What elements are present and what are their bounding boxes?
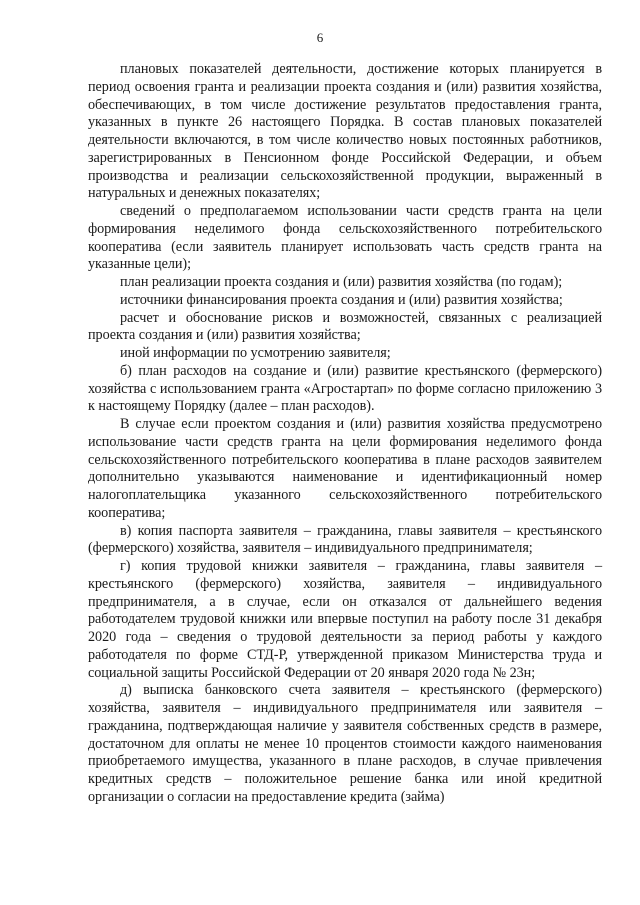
- paragraph-funding-sources: источники финансирования проекта создания и (или) развития хозяйства;: [120, 291, 563, 308]
- paragraph-planned-indicators: плановых показателей деятельности, достижение которых планируется в период освоения гранта и реализации проекта создания и (или) развития хозяйства, обеспечивающих, в том числе достижение результатов предоставления гранта, указанных в пункте 26 настоящего Порядка. В состав плановых показателей деятельности включаются, в том числе количество новых постоянных работников, зарегистрированных в Пенсионном фонде Российской Федерации, и объем производства и реализации сельскохозяйственной продукции, выраженный в натуральных и денежных показателях;: [88, 61, 602, 202]
- paragraph-cooperative-details: В случае если проектом создания и (или) развития хозяйства предусмотрено использование части средств гранта на цели формирования неделимого фонда сельскохозяйственного потребительского кооператива в плане расходов заявителем дополнительно указываются наименование и идентификационный номер налогоплательщика указанного сельскохозяйственного потребительского кооператива;: [88, 416, 602, 521]
- paragraph-item-b-expense-plan: б) план расходов на создание и (или) развитие крестьянского (фермерского) хозяйства с использованием гранта «Агростартап» по форме согласно приложению 3 к настоящему Порядку (далее – план расходов).: [88, 362, 602, 415]
- paragraph-item-d-bank-statement: д) выписка банковского счета заявителя – крестьянского (фермерского) хозяйства, заявителя – индивидуального предпринимателя или заявителя – гражданина, подтверждающая наличие у заявителя собственных средств в размере, достаточном для оплаты не менее 10 процентов стоимости каждого наименования приобретаемого имущества, указанного в плане расходов, в случае привлечения кредитных средств – положительное решение банка или иной кредитной организации о согласии на предоставление кредита (займа): [88, 682, 602, 805]
- paragraph-item-g-work-book: г) копия трудовой книжки заявителя – гражданина, главы заявителя – крестьянского (фермерского) хозяйства, заявителя – индивидуального предпринимателя, а в случае, если он отказался от дальнейшего ведения работодателем трудовой книжки или впервые поступил на работу после 31 декабря 2020 года – сведения о трудовой деятельности за период работы у каждого работодателя по форме СТД-Р, утвержденной приказом Министерства труда и социальной защиты Российской Федерации от 20 января 2020 года № 23н;: [88, 558, 602, 681]
- paragraph-item-v-passport: в) копия паспорта заявителя – гражданина, главы заявителя – крестьянского (фермерского) хозяйства, заявителя – индивидуального предпринимателя;: [88, 522, 602, 557]
- paragraph-indivisible-fund-info: сведений о предполагаемом использовании части средств гранта на цели формирования неделимого фонда сельскохозяйственного потребительского кооператива (если заявитель планирует использовать часть средств гранта на указанные цели);: [88, 203, 602, 273]
- paragraph-other-info: иной информации по усмотрению заявителя;: [120, 345, 391, 361]
- page-number: 6: [316, 30, 324, 45]
- paragraph-implementation-plan: план реализации проекта создания и (или) развития хозяйства (по годам);: [120, 274, 563, 290]
- paragraph-risk-assessment: расчет и обоснование рисков и возможностей, связанных с реализацией проекта создания и (или) развития хозяйства;: [88, 309, 602, 344]
- document-body: [88, 61, 602, 807]
